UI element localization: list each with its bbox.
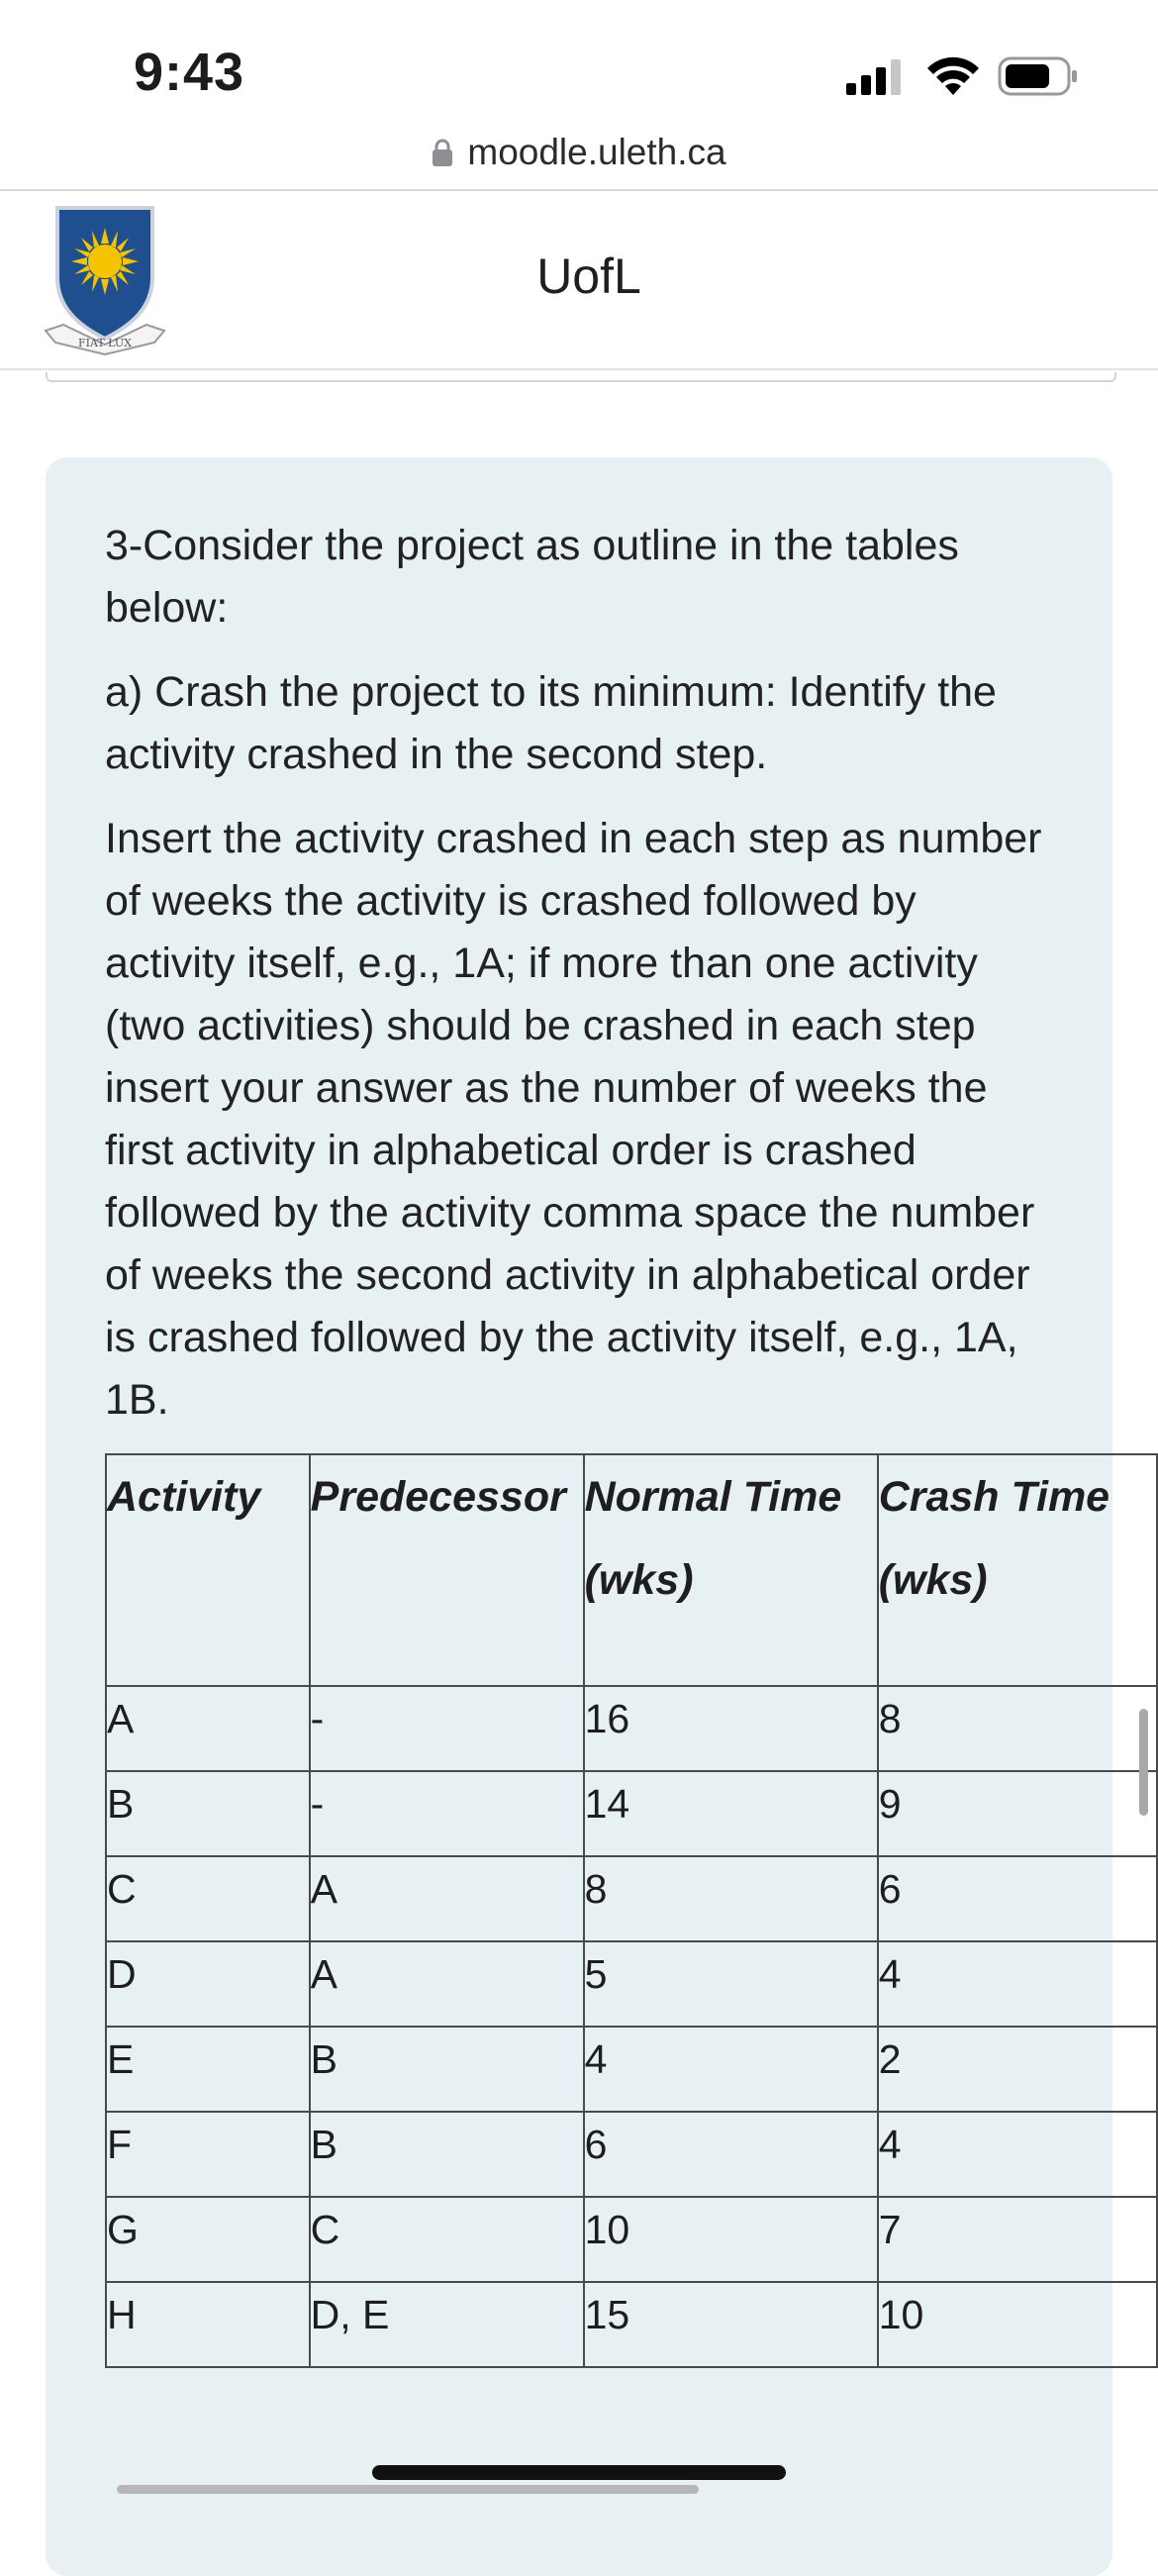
cell-activity: H (106, 2282, 310, 2367)
cell-crash-time: 4 (878, 2112, 1157, 2197)
table-row (106, 2112, 1157, 2197)
cell-activity: B (106, 1771, 310, 1856)
cell-crash-time: 4 (878, 1941, 1157, 2027)
cell-normal-time: 15 (584, 2282, 878, 2367)
battery-icon (998, 55, 1079, 97)
site-title[interactable]: UofL (536, 248, 641, 304)
cell-crash-time: 9 (878, 1771, 1157, 1856)
question-instructions: Insert the activity crashed in each step as number of weeks the activity is crashed followed by activity itself, e.g., 1A; if more than one activity (two activities) should be crashed in each step insert your answer as the number of weeks the first activity in alphabetical order is crashed followed by the activity comma space the number of weeks the second activity in alphabetical order is crashed followed by the activity itself, e.g., 1A, 1B. (105, 815, 1042, 1424)
cell-normal-time: 16 (584, 1686, 878, 1771)
url-text: moodle.uleth.ca (467, 132, 726, 172)
cell-normal-time: 6 (584, 2112, 878, 2197)
question-part-a: a) Crash the project to its minimum: Identify the activity crashed in the second step. (105, 668, 997, 778)
cell-activity: C (106, 1856, 310, 1941)
header-divider (0, 368, 1158, 370)
cell-activity: G (106, 2197, 310, 2282)
cell-crash-time: 2 (878, 2027, 1157, 2112)
table-row (106, 2027, 1157, 2112)
cell-crash-time: 7 (878, 2197, 1157, 2282)
col-header-crash-time: Crash Time (wks) (878, 1454, 1157, 1686)
cell-predecessor: - (310, 1686, 584, 1771)
cell-normal-time: 10 (584, 2197, 878, 2282)
table-header-row (106, 1454, 1157, 1686)
table-row (106, 1941, 1157, 2027)
toolbar-divider (0, 189, 1158, 191)
table-row (106, 2197, 1157, 2282)
col-header-normal-time: Normal Time (wks) (584, 1454, 878, 1686)
cell-predecessor: A (310, 1856, 584, 1941)
cell-crash-time: 6 (878, 1856, 1157, 1941)
cell-predecessor: - (310, 1771, 584, 1856)
cell-activity: F (106, 2112, 310, 2197)
cell-activity: D (106, 1941, 310, 2027)
cellular-signal-icon (846, 59, 904, 95)
cell-activity: E (106, 2027, 310, 2112)
cell-normal-time: 14 (584, 1771, 878, 1856)
col-header-activity: Activity (106, 1454, 310, 1686)
horizontal-scrollbar[interactable] (117, 2485, 699, 2494)
cell-predecessor: B (310, 2027, 584, 2112)
cell-predecessor: A (310, 1941, 584, 2027)
table-row (106, 2282, 1157, 2367)
table-row (106, 1856, 1157, 1941)
col-header-predecessor: Predecessor (310, 1454, 584, 1686)
address-bar[interactable] (0, 117, 1158, 188)
cell-crash-time: 8 (878, 1686, 1157, 1771)
cell-normal-time: 8 (584, 1856, 878, 1941)
activity-table (105, 1453, 1158, 2368)
cell-normal-time: 5 (584, 1941, 878, 2027)
cell-predecessor: D, E (310, 2282, 584, 2367)
cell-predecessor: B (310, 2112, 584, 2197)
table-row (106, 1771, 1157, 1856)
wifi-icon (926, 55, 980, 97)
table-row (106, 1686, 1157, 1771)
cell-activity: A (106, 1686, 310, 1771)
collapsed-panel-edge (46, 372, 1116, 382)
lock-icon (432, 138, 453, 167)
cell-normal-time: 4 (584, 2027, 878, 2112)
svg-text:FIAT LUX: FIAT LUX (78, 337, 132, 349)
status-time: 9:43 (134, 43, 245, 102)
cell-crash-time: 10 (878, 2282, 1157, 2367)
home-indicator[interactable] (372, 2465, 786, 2480)
table-vertical-scrollbar[interactable] (1139, 1709, 1148, 1816)
question-intro: 3-Consider the project as outline in the tables below: (105, 522, 959, 632)
cell-predecessor: C (310, 2197, 584, 2282)
